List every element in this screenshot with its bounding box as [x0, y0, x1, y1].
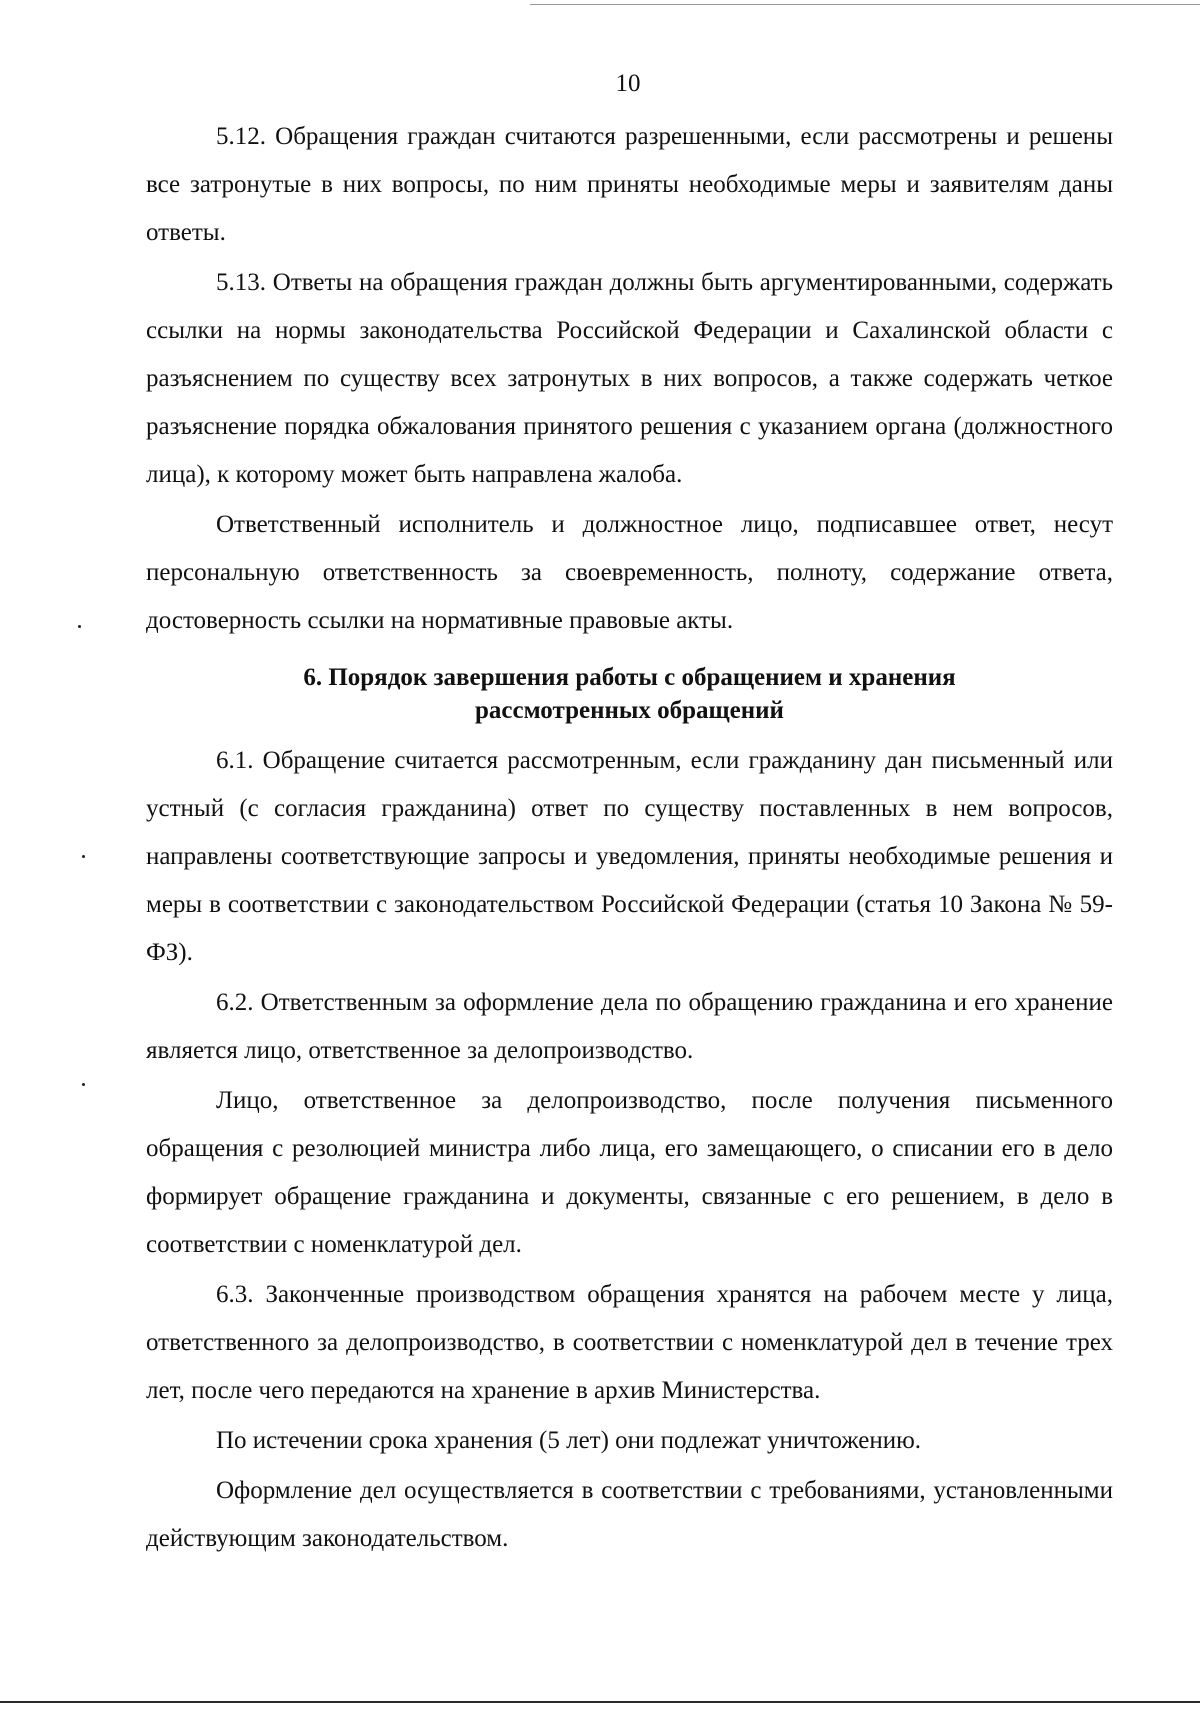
scan-speck [82, 855, 85, 858]
paragraph-filing: Оформление дел осуществляется в соответствии с требованиями, установленными действующим законодательством. [146, 1477, 1113, 1552]
scan-speck [78, 625, 81, 628]
section-heading [146, 661, 1113, 727]
paragraph-5-12: 5.12. Обращения граждан считаются разрешенными, если рассмотрены и решены все затронутые в них вопросы, по ним приняты необходимые меры и заявителям даны ответы. [146, 123, 1113, 246]
page-number: 10 [615, 70, 641, 97]
paragraph-6-2: 6.2. Ответственным за оформление дела по обращению гражданина и его хранение является лицо, ответственное за делопроизводство. [146, 989, 1113, 1064]
paragraph-6-3: 6.3. Законченные производством обращения хранятся на рабочем месте у лица, ответственного за делопроизводство, в соответствии с номенклатурой дел в течение трех лет, после чего передаются на хранение в архив Министерства. [146, 1281, 1113, 1404]
paragraph-records-officer: Лицо, ответственное за делопроизводство, после получения письменного обращения с резолюцией министра либо лица, его замещающего, о списании его в дело формирует обращение гражданина и документы, связанные с его решением, в дело в соответствии с номенклатурой дел. [146, 1087, 1113, 1258]
heading-line-2: рассмотренных обращений [475, 697, 784, 724]
heading-line-1: 6. Порядок завершения работы с обращением и хранения [303, 664, 956, 691]
document-body [146, 113, 1113, 1563]
scan-speck [82, 1083, 85, 1086]
paragraph-5-13: 5.13. Ответы на обращения граждан должны быть аргументированными, содержать ссылки на нормы законодательства Российской Федерации и Сахалинской области с разъяснением по существу всех затронутых в них вопросов, а также содержать четкое разъяснение порядка обжалования принятого решения с указанием органа (должностного лица), к которому может быть направлена жалоба. [146, 269, 1113, 488]
scan-edge-top [530, 4, 1200, 5]
paragraph-retention: По истечении срока хранения (5 лет) они подлежат уничтожению. [216, 1427, 922, 1454]
paragraph-responsibility: Ответственный исполнитель и должностное лицо, подписавшее ответ, несут персональную ответственность за своевременность, полноту, содержание ответа, достоверность ссылки на нормативные правовые акты. [146, 511, 1113, 634]
scan-edge-bottom [0, 1701, 1200, 1703]
paragraph-6-1: 6.1. Обращение считается рассмотренным, если гражданину дан письменный или устный (с согласия гражданина) ответ по существу поставленных в нем вопросов, направлены соответствующие запросы и уведомления, приняты необходимые решения и меры в соответствии с законодательством Российской Федерации (статья 10 Закона № 59-ФЗ). [146, 747, 1113, 966]
